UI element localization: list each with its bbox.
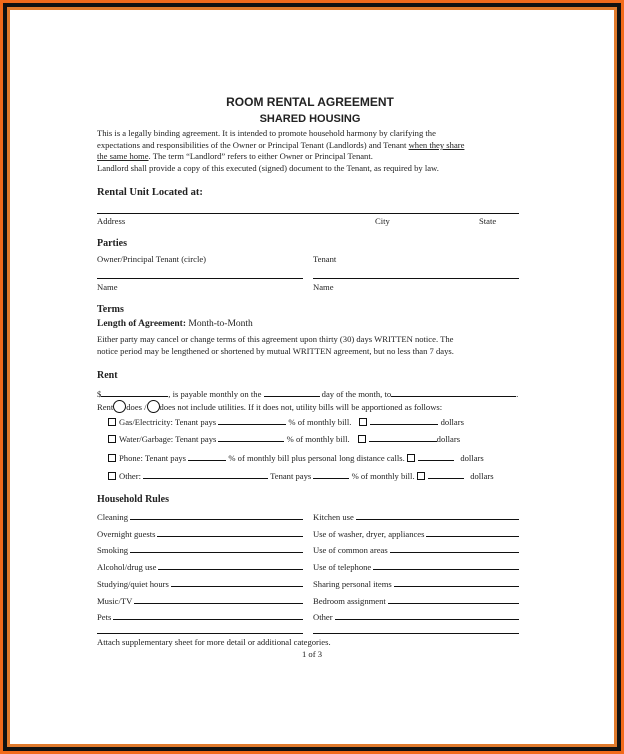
rule-row-right bbox=[313, 529, 519, 539]
utility-text: dollars bbox=[436, 434, 461, 444]
address-label: Address bbox=[97, 216, 126, 226]
rule-row-left bbox=[97, 612, 303, 622]
utility-text: % of monthly bill. bbox=[286, 417, 352, 427]
gas-dollars-checkbox[interactable] bbox=[359, 418, 367, 426]
rule-field[interactable] bbox=[388, 603, 519, 604]
length-value: Month-to-Month bbox=[186, 319, 253, 329]
rule-row-left bbox=[97, 529, 303, 539]
rule-field[interactable] bbox=[158, 569, 303, 570]
utility-text: dollars bbox=[440, 417, 464, 427]
terms-text: notice period may be lengthened or shortened by mutual WRITTEN agreement, but no less than 7 days. bbox=[97, 346, 454, 356]
intro-text: expectations and responsibilities of the Owner or Principal Tenant (Landlords) and Tenant bbox=[97, 140, 409, 150]
rule-field[interactable] bbox=[113, 619, 303, 620]
attach-note: Attach supplementary sheet for more detail or additional categories. bbox=[97, 637, 331, 647]
water-checkbox[interactable] bbox=[108, 435, 116, 443]
rule-label: Bedroom assignment bbox=[313, 596, 386, 606]
utility-label: Gas/Electricity: Tenant pays bbox=[119, 417, 219, 427]
other-percent-field[interactable] bbox=[313, 471, 349, 479]
intro-text: . The term “Landlord” refers to either Owner or Principal Tenant. bbox=[148, 151, 373, 161]
rule-field[interactable] bbox=[426, 536, 519, 537]
other-utility-field[interactable] bbox=[143, 471, 268, 479]
state-label: State bbox=[479, 216, 497, 226]
rule-row-left bbox=[97, 545, 303, 555]
document-subtitle: SHARED HOUSING bbox=[259, 113, 361, 125]
utility-text: dollars bbox=[470, 471, 494, 481]
utility-label: Other: bbox=[119, 471, 144, 481]
utility-text: % of monthly bill. bbox=[349, 471, 415, 481]
tenant-name-line[interactable] bbox=[313, 278, 519, 279]
rule-label: Overnight guests bbox=[97, 529, 156, 539]
rent-text: , is payable monthly on the bbox=[168, 389, 264, 399]
rule-label: Use of telephone bbox=[313, 562, 372, 572]
rule-label: Use of common areas bbox=[313, 545, 388, 555]
page-number: 1 of 3 bbox=[301, 649, 323, 659]
intro-line: Landlord shall provide a copy of this executed (signed) document to the Tenant, as required by law. bbox=[97, 163, 439, 173]
utility-row-water bbox=[108, 434, 460, 445]
rule-row-right bbox=[313, 612, 519, 622]
rule-field[interactable] bbox=[157, 536, 303, 537]
utility-row-gas bbox=[108, 417, 464, 428]
utility-label: Water/Garbage: Tenant pays bbox=[119, 434, 219, 444]
tenant-label: Tenant bbox=[313, 254, 337, 264]
rule-label: Alcohol/drug use bbox=[97, 562, 157, 572]
phone-percent-field[interactable] bbox=[188, 453, 226, 461]
rule-label: Sharing personal items bbox=[313, 579, 392, 589]
rule-field[interactable] bbox=[373, 569, 519, 570]
utility-text: % of monthly bill. bbox=[284, 434, 350, 444]
parties-heading: Parties bbox=[97, 238, 127, 249]
utility-row-phone bbox=[108, 453, 484, 464]
other-dollars-field[interactable] bbox=[428, 471, 464, 479]
name-label: Name bbox=[97, 282, 118, 292]
length-label: Length of Agreement: bbox=[97, 319, 187, 329]
rule-label: Kitchen use bbox=[313, 512, 354, 522]
does-not-radio[interactable] bbox=[147, 400, 160, 413]
utility-row-other bbox=[108, 471, 494, 482]
phone-dollars-checkbox[interactable] bbox=[407, 454, 415, 462]
dollar-sign: $ bbox=[97, 389, 102, 399]
rule-field[interactable] bbox=[130, 519, 303, 520]
owner-name-line[interactable] bbox=[97, 278, 303, 279]
name-label: Name bbox=[313, 282, 334, 292]
gas-dollars-field[interactable] bbox=[370, 417, 438, 425]
terms-text: Either party may cancel or change terms of this agreement upon thirty (30) days WRITTEN notice. The bbox=[97, 334, 454, 344]
rule-field[interactable] bbox=[130, 552, 303, 553]
city-label: City bbox=[375, 216, 390, 226]
intro-line bbox=[97, 151, 373, 162]
phone-dollars-field[interactable] bbox=[418, 453, 454, 461]
rule-row-left bbox=[97, 579, 303, 589]
rule-label: Music/TV bbox=[97, 596, 133, 606]
rent-amount-field[interactable] bbox=[101, 389, 168, 397]
extra-rule-line[interactable] bbox=[313, 633, 519, 634]
other-dollars-checkbox[interactable] bbox=[417, 472, 425, 480]
rule-field[interactable] bbox=[335, 619, 519, 620]
utility-text: % of monthly bill plus personal long distance calls. bbox=[226, 453, 405, 463]
rule-row-left bbox=[97, 512, 303, 522]
owner-label: Owner/Principal Tenant (circle) bbox=[97, 254, 207, 264]
rent-amount-line bbox=[97, 389, 518, 400]
rental-unit-heading: Rental Unit Located at: bbox=[97, 187, 203, 198]
water-dollars-checkbox[interactable] bbox=[358, 435, 366, 443]
due-day-field[interactable] bbox=[264, 389, 320, 397]
extra-rule-line[interactable] bbox=[97, 633, 303, 634]
rule-row-right bbox=[313, 579, 519, 589]
intro-underlined: the same home bbox=[97, 151, 149, 161]
rent-text: . bbox=[516, 389, 519, 399]
rule-label: Other bbox=[313, 612, 333, 622]
rent-text: does not include utilities. If it does not, utility bills will be apportioned as follows: bbox=[159, 402, 443, 412]
intro-underlined: when they share bbox=[408, 140, 465, 150]
payee-field[interactable] bbox=[391, 389, 519, 399]
rule-row-left bbox=[97, 562, 303, 572]
rule-label: Cleaning bbox=[97, 512, 129, 522]
rent-text: Rent bbox=[97, 402, 114, 412]
utilities-included-line bbox=[97, 400, 442, 413]
rule-field[interactable] bbox=[356, 519, 519, 520]
rule-label: Use of washer, dryer, appliances bbox=[313, 529, 425, 539]
other-checkbox[interactable] bbox=[108, 472, 116, 480]
water-percent-field[interactable] bbox=[218, 434, 284, 442]
rent-text: does / bbox=[126, 402, 147, 412]
rule-label: Studying/quiet hours bbox=[97, 579, 169, 589]
rule-row-right bbox=[313, 512, 519, 522]
rule-row-right bbox=[313, 545, 519, 555]
rule-label: Pets bbox=[97, 612, 112, 622]
gas-percent-field[interactable] bbox=[218, 417, 286, 425]
gas-checkbox[interactable] bbox=[108, 418, 116, 426]
rule-row-left bbox=[97, 596, 303, 606]
rule-row-right bbox=[313, 562, 519, 572]
rent-text: day of the month, to bbox=[319, 389, 392, 399]
document-title: ROOM RENTAL AGREEMENT bbox=[226, 95, 394, 109]
rule-row-right bbox=[313, 596, 519, 606]
terms-heading: Terms bbox=[97, 304, 124, 315]
utility-text: Tenant pays bbox=[268, 471, 314, 481]
rule-label: Smoking bbox=[97, 545, 129, 555]
intro-line bbox=[97, 140, 464, 151]
length-of-agreement bbox=[97, 319, 253, 330]
rule-field[interactable] bbox=[171, 586, 303, 587]
rule-field[interactable] bbox=[134, 603, 303, 604]
rule-field[interactable] bbox=[394, 586, 519, 587]
intro-line: This is a legally binding agreement. It is intended to promote household harmony by clarifying the bbox=[97, 128, 436, 138]
does-radio[interactable] bbox=[113, 400, 126, 413]
utility-text: dollars bbox=[460, 453, 484, 463]
water-dollars-field[interactable] bbox=[369, 434, 437, 442]
rule-field[interactable] bbox=[390, 552, 519, 553]
household-rules-heading: Household Rules bbox=[97, 494, 169, 505]
phone-checkbox[interactable] bbox=[108, 454, 116, 462]
address-line[interactable] bbox=[97, 213, 519, 214]
utility-label: Phone: Tenant pays bbox=[119, 453, 189, 463]
rent-heading: Rent bbox=[97, 370, 118, 381]
